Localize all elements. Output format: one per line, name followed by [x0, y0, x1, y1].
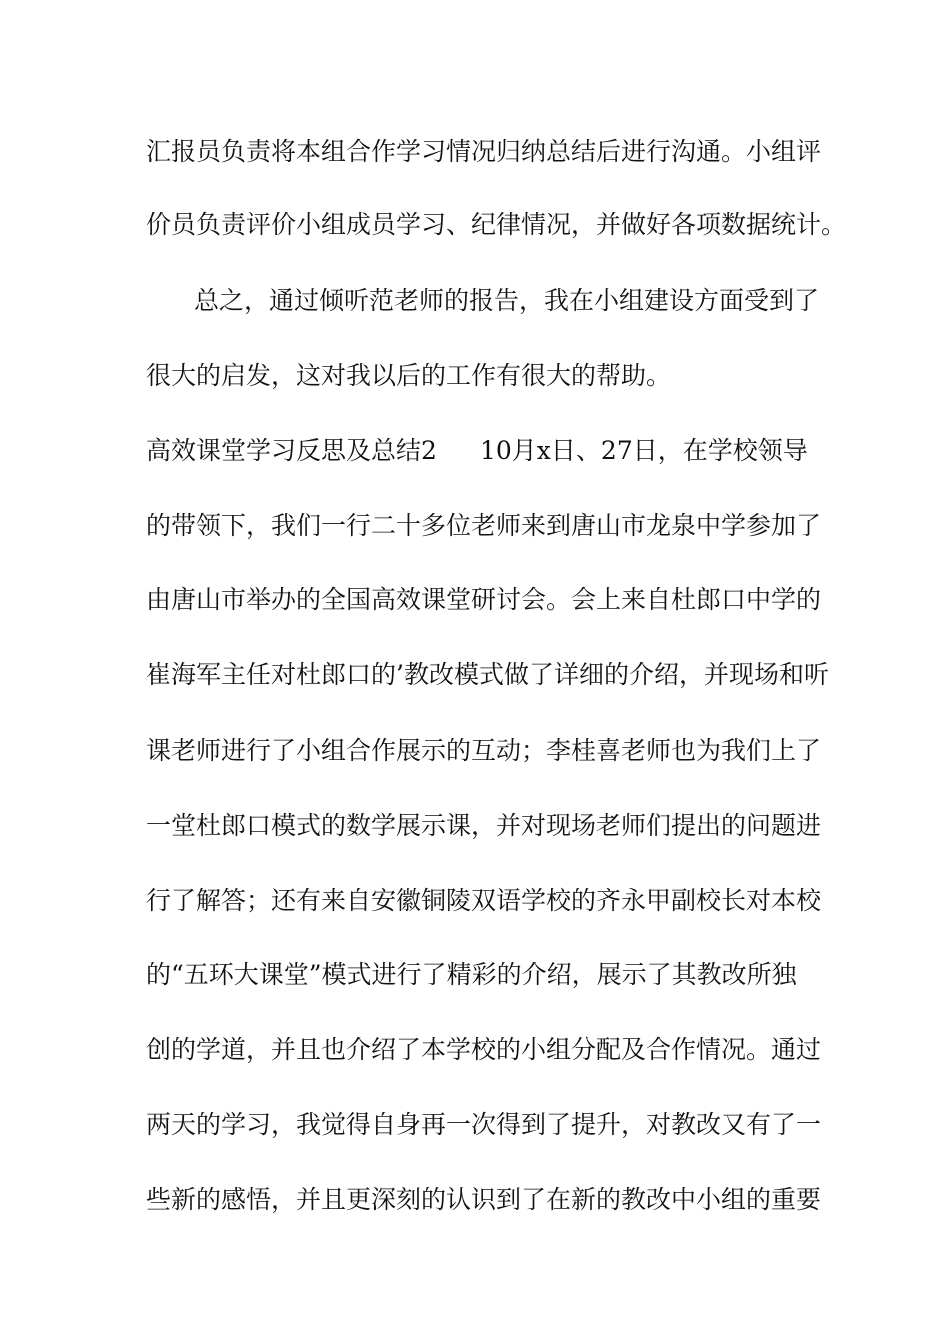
paragraph-line: 价员负责评价小组成员学习、纪律情况，并做好各项数据统计。: [146, 210, 847, 239]
paragraph-line: 很大的启发，这对我以后的工作有很大的帮助。: [146, 361, 672, 390]
paragraph-line: 汇报员负责将本组合作学习情况归纳总结后进行沟通。小组评: [146, 137, 822, 166]
paragraph-line: 总之，通过倾听范老师的报告，我在小组建设方面受到了: [194, 286, 820, 315]
body-line: 些新的感悟，并且更深刻的认识到了在新的教改中小组的重要: [146, 1185, 822, 1214]
body-line: 一堂杜郎口模式的数学展示课，并对现场老师们提出的问题进: [146, 811, 822, 840]
body-line: 崔海军主任对杜郎口的’教改模式做了详细的介绍，并现场和听: [146, 660, 829, 689]
body-line: 由唐山市举办的全国高效课堂研讨会。会上来自杜郎口中学的: [146, 585, 822, 614]
body-line: 创的学道，并且也介绍了本学校的小组分配及合作情况。通过: [146, 1035, 822, 1064]
body-line: 课老师进行了小组合作展示的互动；李桂喜老师也为我们上了: [146, 736, 822, 765]
body-line: 的带领下，我们一行二十多位老师来到唐山市龙泉中学参加了: [146, 511, 822, 540]
body-line: 行了解答；还有来自安徽铜陵双语学校的齐永甲副校长对本校: [146, 886, 822, 915]
body-line: 的“五环大课堂”模式进行了精彩的介绍，展示了其教改所独: [146, 960, 797, 989]
body-line: 两天的学习，我觉得自身再一次得到了提升，对教改又有了一: [146, 1110, 822, 1139]
section-title: 高效课堂学习反思及总结2: [146, 436, 437, 465]
section-first-line: 10月x日、27日，在学校领导: [480, 436, 808, 465]
